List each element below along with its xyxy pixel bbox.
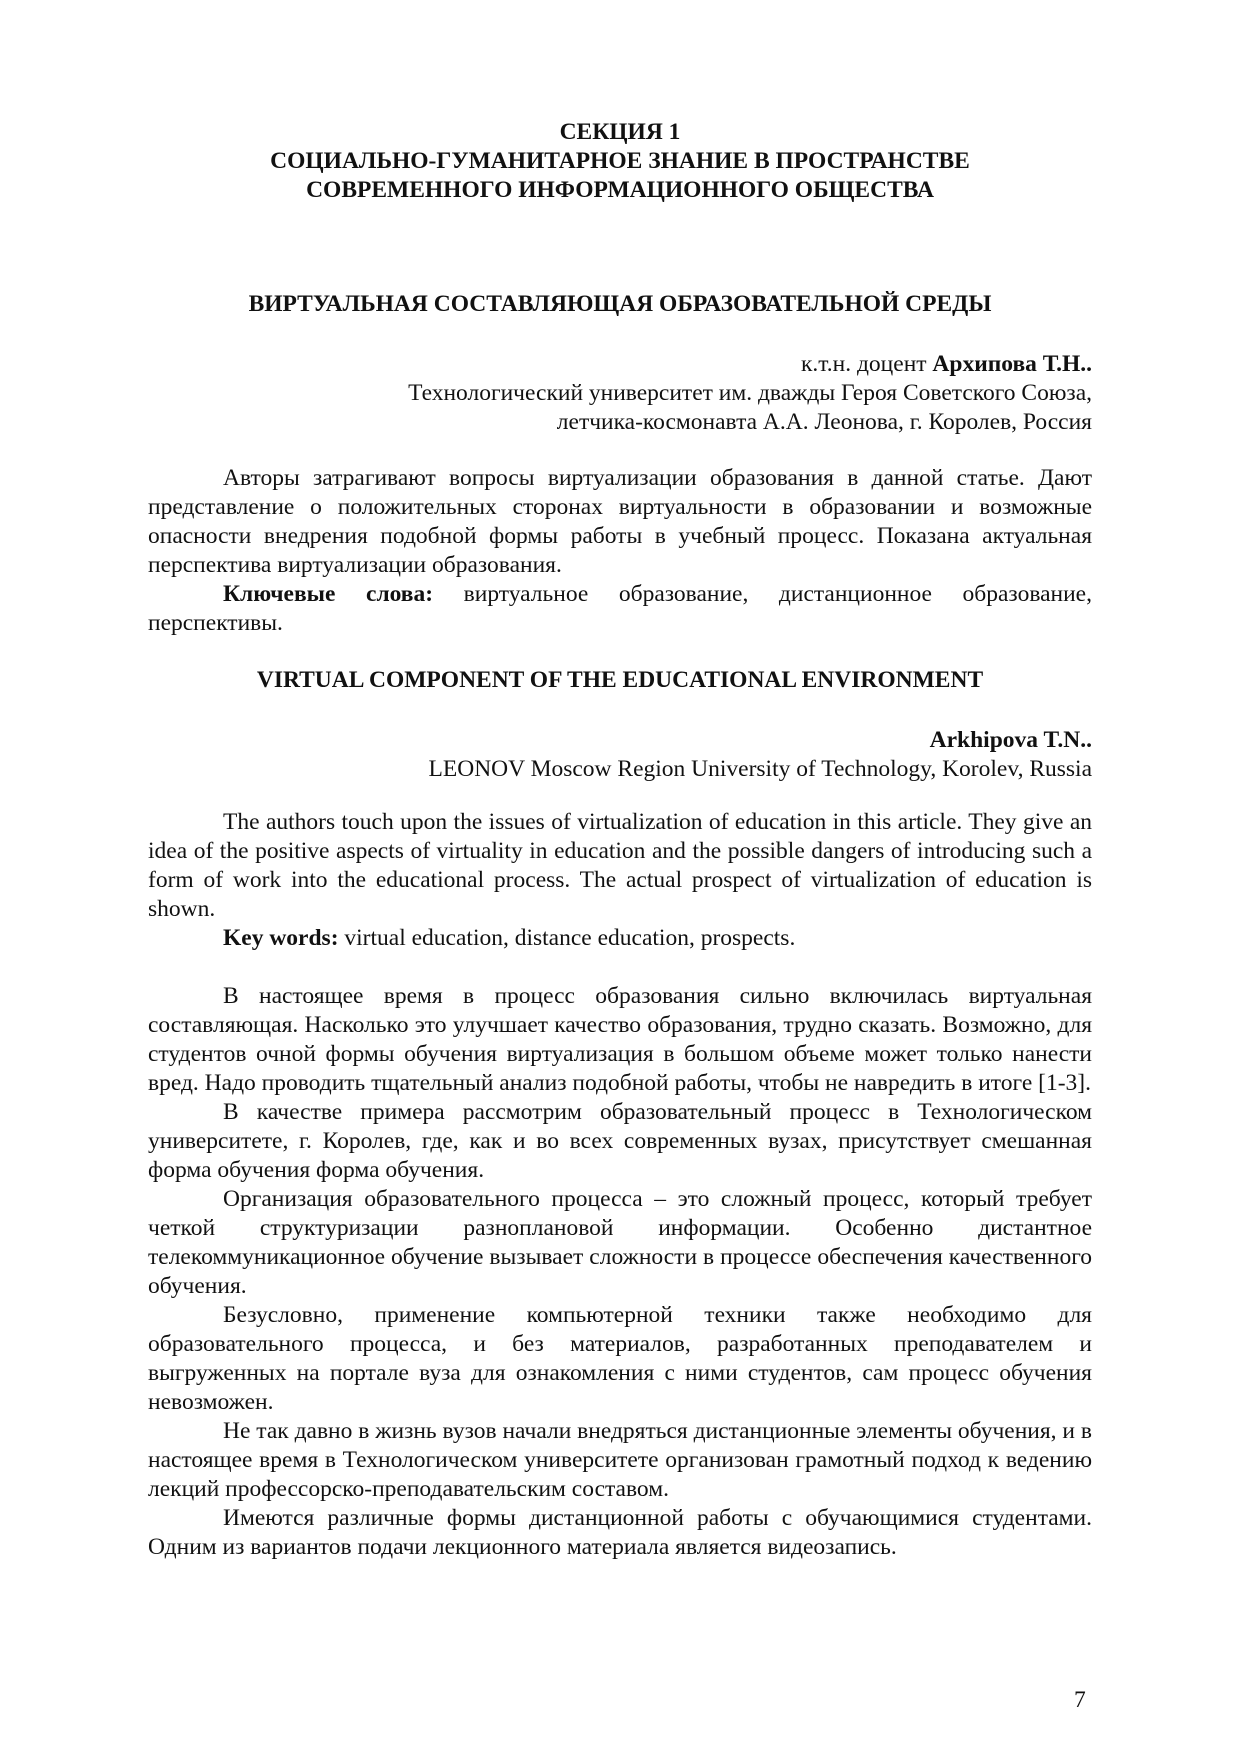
- section-title-line1: СОЦИАЛЬНО-ГУМАНИТАРНОЕ ЗНАНИЕ В ПРОСТРАНСТВЕ: [270, 148, 970, 174]
- affiliation-line2-ru: летчика-космонавта А.А. Леонова, г. Королев, Россия: [556, 409, 1092, 435]
- affiliation-line1-ru: Технологический университет им. дважды Героя Советского Союза,: [408, 380, 1092, 406]
- article-title-en: VIRTUAL COMPONENT OF THE EDUCATIONAL ENVIRONMENT: [256, 667, 984, 693]
- body-text: [148, 982, 1092, 1562]
- keywords-en: [148, 924, 1092, 953]
- keywords-label-ru: Ключевые слова:: [223, 581, 434, 607]
- abstract-ru: [148, 464, 1092, 638]
- body-paragraph: Имеются различные формы дистанционной работы с обучающимися студентами. Одним из вариантов подачи лекционного материала является видеозапись.: [148, 1505, 1092, 1560]
- section-heading: [148, 118, 1092, 205]
- author-degree-ru: к.т.н. доцент: [800, 351, 933, 377]
- abstract-en: [148, 808, 1092, 953]
- section-number: СЕКЦИЯ 1: [559, 119, 681, 145]
- keywords-text-ru: виртуальное образование, дистанционное образование, перспективы.: [148, 581, 1092, 636]
- page-number: 7: [1074, 1687, 1086, 1713]
- abstract-text-ru: Авторы затрагивают вопросы виртуализации образования в данной статье. Дают представление о положительных сторонах виртуальности в образовании и возможные опасности внедрения подобной формы работы в учебный процесс. Показана актуальная перспектива виртуализации образования.: [148, 465, 1092, 578]
- abstract-text-en: The authors touch upon the issues of virtualization of education in this article. They give an idea of the positive aspects of virtuality in education and the possible dangers of introducing such a form of work into the educational process. The actual prospect of virtualization of education is shown.: [148, 809, 1092, 922]
- article-title-ru: ВИРТУАЛЬНАЯ СОСТАВЛЯЮЩАЯ ОБРАЗОВАТЕЛЬНОЙ СРЕДЫ: [248, 291, 992, 317]
- body-paragraph: Безусловно, применение компьютерной техники также необходимо для образовательного процесса, и без материалов, разработанных преподавателем и выгруженных на портале вуза для ознакомления с ними студентов, сам процесс обучения невозможен.: [148, 1302, 1092, 1415]
- author-line-ru: [148, 350, 1092, 379]
- section-title-line2: СОВРЕМЕННОГО ИНФОРМАЦИОННОГО ОБЩЕСТВА: [306, 177, 934, 203]
- keywords-text-en: virtual education, distance education, prospects.: [338, 925, 796, 951]
- body-paragraph: Не так давно в жизнь вузов начали внедряться дистанционные элементы обучения, и в настоящее время в Технологическом университете организован грамотный подход к ведению лекций профессорско-преподавательским составом.: [148, 1418, 1092, 1502]
- keywords-ru: [148, 580, 1092, 638]
- author-name-ru: Архипова Т.Н..: [932, 351, 1092, 377]
- keywords-label-en: Key words:: [223, 925, 339, 951]
- body-paragraph: В качестве примера рассмотрим образовательный процесс в Технологическом университете, г. Королев, где, как и во всех современных вузах, присутствует смешанная форма обучения форма обучения.: [148, 1099, 1092, 1183]
- body-paragraph: В настоящее время в процесс образования сильно включилась виртуальная составляющая. Насколько это улучшает качество образования, трудно сказать. Возможно, для студентов очной формы обучения виртуализация в большом объеме может только нанести вред. Надо проводить тщательный анализ подобной работы, чтобы не навредить в итоге [1-3].: [148, 983, 1092, 1096]
- document-page: [148, 0, 1092, 1755]
- author-block-ru: [148, 350, 1092, 437]
- affiliation-en: LEONOV Moscow Region University of Technology, Korolev, Russia: [428, 756, 1092, 782]
- author-block-en: [148, 726, 1092, 784]
- author-name-en: Arkhipova T.N..: [929, 727, 1092, 753]
- body-paragraph: Организация образовательного процесса – это сложный процесс, который требует четкой структуризации разноплановой информации. Особенно дистантное телекоммуникационное обучение вызывает сложности в процессе обеспечения качественного обучения.: [148, 1186, 1092, 1299]
